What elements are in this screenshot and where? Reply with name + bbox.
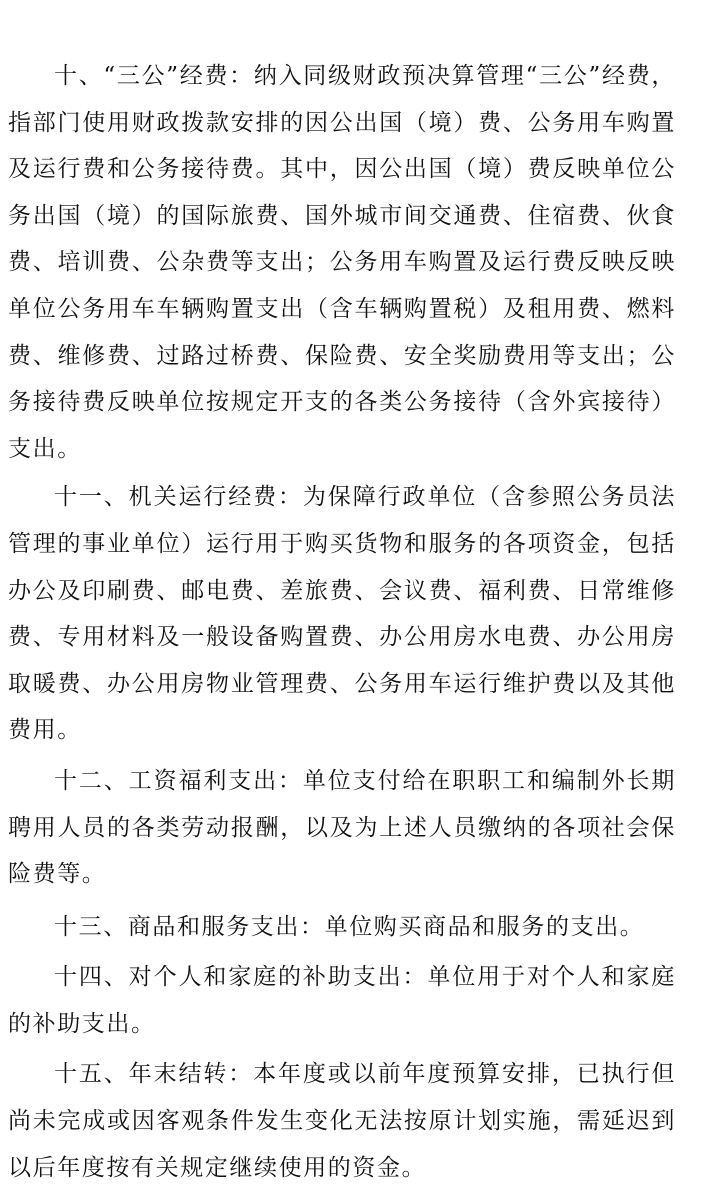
paragraph-operating-expenses: 十一、机关运行经费：为保障行政单位（含参照公务员法管理的事业单位）运行用于购买货物和服务的各项资金，包括办公及印刷费、邮电费、差旅费、会议费、福利费、日常维修费、专用材料及一般设备购置费、办公用房水电费、办公用房取暖费、办公用房物业管理费、公务用车运行维护费以及其他费用。 xyxy=(8,484,676,744)
paragraph-family-subsidy: 十四、对个人和家庭的补助支出：单位用于对个人和家庭的补助支出。 xyxy=(8,964,676,1037)
paragraph-wage-welfare: 十二、工资福利支出：单位支付给在职职工和编制外长期聘用人员的各类劳动报酬，以及为上述人员缴纳的各项社会保险费等。 xyxy=(8,767,676,888)
paragraph-three-public-expenses: 十、“三公”经费：纳入同级财政预决算管理“三公”经费，指部门使用财政拨款安排的因公出国（境）费、公务用车购置及运行费和公务接待费。其中，因公出国（境）费反映单位公务出国（境）的国际旅费、国外城市间交通费、住宿费、伙食费、培训费、公杂费等支出；公务用车购置及运行费反映反映单位公务用车车辆购置支出（含车辆购置税）及租用费、燃料费、维修费、过路过桥费、保险费、安全奖励费用等支出；公务接待费反映单位按规定开支的各类公务接待（含外宾接待）支出。 xyxy=(8,63,676,462)
paragraph-goods-services: 十三、商品和服务支出：单位购买商品和服务的支出。 xyxy=(54,913,645,940)
document-body xyxy=(8,53,676,1191)
paragraph-year-end-carryover: 十五、年末结转：本年度或以前年度预算安排，已执行但尚未完成或因客观条件发生变化无法按原计划实施，需延迟到以后年度按有关规定继续使用的资金。 xyxy=(8,1061,676,1181)
